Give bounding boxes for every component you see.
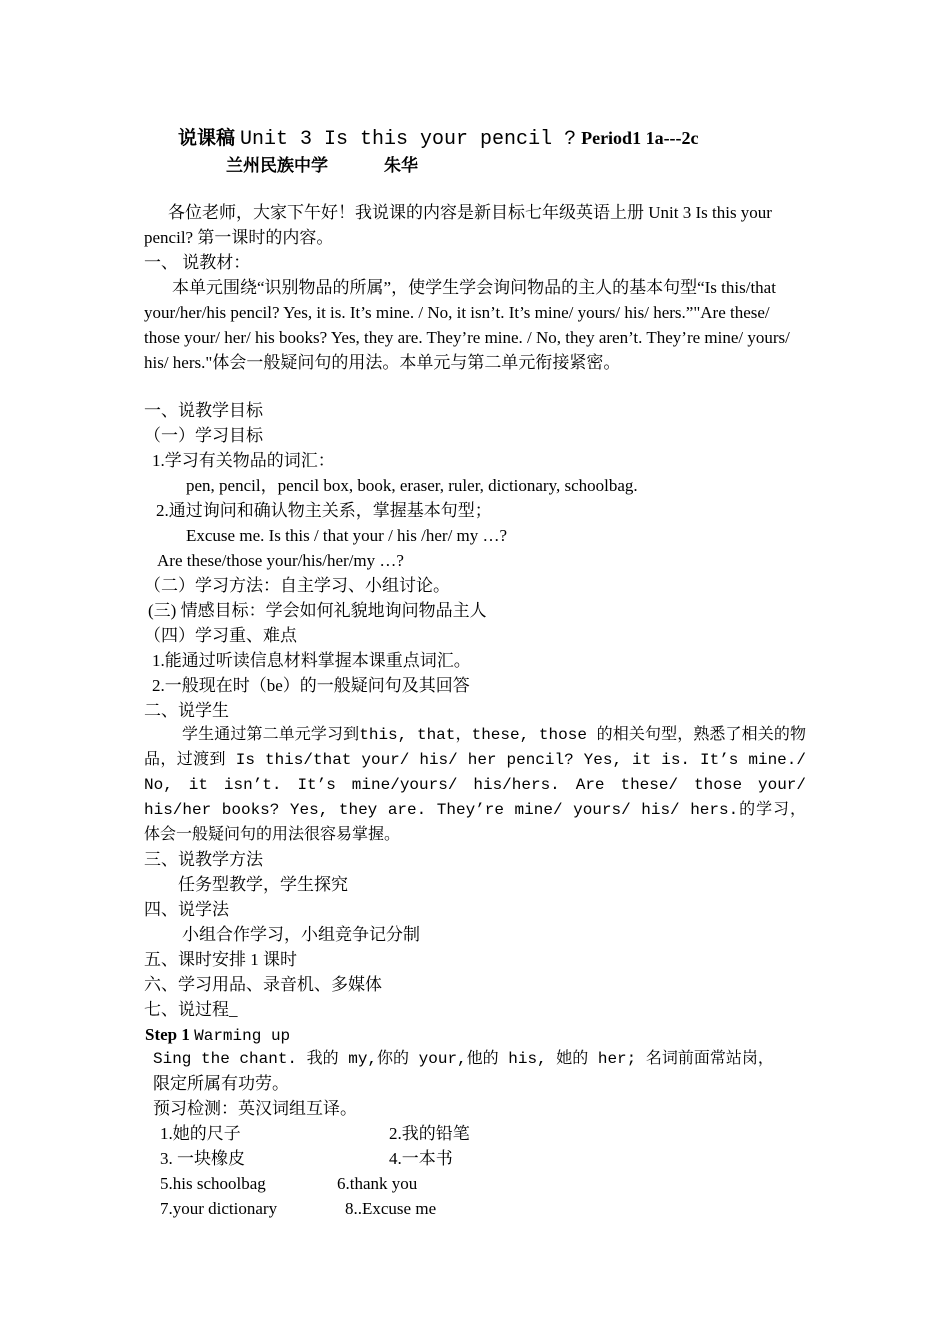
step-1-heading bbox=[145, 1024, 290, 1047]
students-paragraph: 学生通过第二单元学习到this, that，these, those 的相关句型，熟悉了相关的物品，过渡到 Is this/that your/ his/ her pencil? Yes, it is. It’s mine./ No, it isn’t. It’s mine/yours/ his/hers. Are these/ those your/ his/her books? Yes, they are. They’re mine/ yours/ his/ hers.的学习，体会一般疑问句的用法很容易掌握。 bbox=[144, 726, 806, 844]
section-heading-students: 二、说学生 bbox=[144, 701, 229, 720]
subheading-learning-goals: （一）学习目标 bbox=[144, 426, 263, 445]
key-point-1: 1.能通过听读信息材料掌握本课重点词汇。 bbox=[152, 651, 471, 670]
section-schedule: 五、课时安排 1 课时 bbox=[144, 950, 297, 969]
chant-line-2: 限定所属有功劳。 bbox=[153, 1074, 289, 1093]
goal-item-2-sentence-2: Are these/those your/his/her/my …? bbox=[157, 551, 404, 570]
goal-item-1-words: pen, pencil，pencil box, book, eraser, ruler, dictionary, schoolbag. bbox=[186, 476, 638, 495]
textbook-paragraph: 本单元围绕“识别物品的所属”，使学生学会询问物品的主人的基本句型“Is this/that your/her/his pencil? Yes, it is. It’s mine. / No, it isn’t. It’s mine/ yours/ his/ hers.”"Are these/ those your/ her/ his books? Yes, they are. They’re mine. / No, they aren’t. They’re mine/ yours/ his/ hers."体会一般疑问句的用法。本单元与第二单元衔接紧密。 bbox=[144, 278, 790, 372]
teaching-methods-body: 任务型教学，学生探究 bbox=[178, 875, 348, 894]
school-name: 兰州民族中学 bbox=[226, 156, 328, 176]
section-heading-goals: 一、说教学目标 bbox=[144, 401, 263, 420]
exercise-item-5: 5.his schoolbag bbox=[160, 1174, 266, 1193]
section-process: 七、说过程_ bbox=[144, 1000, 238, 1019]
preview-check: 预习检测：英汉词组互译。 bbox=[153, 1099, 357, 1118]
section-heading-learning: 四、说学法 bbox=[144, 900, 229, 919]
goal-item-1: 1.学习有关物品的词汇： bbox=[152, 451, 335, 470]
section-materials: 六、学习用品、录音机、多媒体 bbox=[144, 975, 382, 994]
exercise-item-3: 3. 一块橡皮 bbox=[160, 1149, 245, 1168]
author-name: 朱华 bbox=[384, 156, 418, 176]
exercise-item-6: 6.thank you bbox=[337, 1174, 418, 1193]
document-title bbox=[178, 126, 699, 152]
step-1-title: Warming up bbox=[194, 1027, 291, 1045]
intro-paragraph: 各位老师，大家下午好！我说课的内容是新目标七年级英语上册 Unit 3 Is this your pencil? 第一课时的内容。 bbox=[144, 203, 772, 247]
section-heading-textbook: 一、 说教材： bbox=[144, 253, 251, 272]
subheading-methods: （二）学习方法：自主学习、小组讨论。 bbox=[144, 576, 450, 595]
key-point-2: 2.一般现在时（be）的一般疑问句及其回答 bbox=[152, 676, 470, 695]
subheading-key-points: （四）学习重、难点 bbox=[144, 626, 297, 645]
goal-item-2-sentence-1: Excuse me. Is this / that your / his /her/ my …? bbox=[186, 526, 508, 545]
exercise-item-4: 4.一本书 bbox=[389, 1149, 453, 1168]
learning-methods-body: 小组合作学习，小组竞争记分制 bbox=[182, 925, 420, 944]
title-unit: Unit 3 Is this your pencil ? bbox=[240, 128, 577, 151]
author-line bbox=[226, 151, 418, 176]
exercise-item-8: 8..Excuse me bbox=[345, 1199, 437, 1218]
exercise-item-2: 2.我的铅笔 bbox=[389, 1124, 470, 1143]
step-1-label: Step 1 bbox=[145, 1025, 190, 1044]
goal-item-2: 2.通过询问和确认物主关系，掌握基本句型； bbox=[156, 501, 492, 520]
exercise-item-7: 7.your dictionary bbox=[160, 1199, 278, 1218]
chant-line: Sing the chant. 我的 my,你的 your,他的 his, 她的 her; 名词前面常站岗， bbox=[153, 1050, 774, 1068]
exercise-item-1: 1.她的尺子 bbox=[160, 1124, 241, 1143]
title-period: Period1 1a---2c bbox=[581, 128, 699, 148]
subheading-emotion: (三) 情感目标：学会如何礼貌地询问物品主人 bbox=[148, 601, 487, 620]
section-heading-teaching-methods: 三、说教学方法 bbox=[144, 850, 263, 869]
title-zh: 说课稿 bbox=[178, 127, 236, 149]
